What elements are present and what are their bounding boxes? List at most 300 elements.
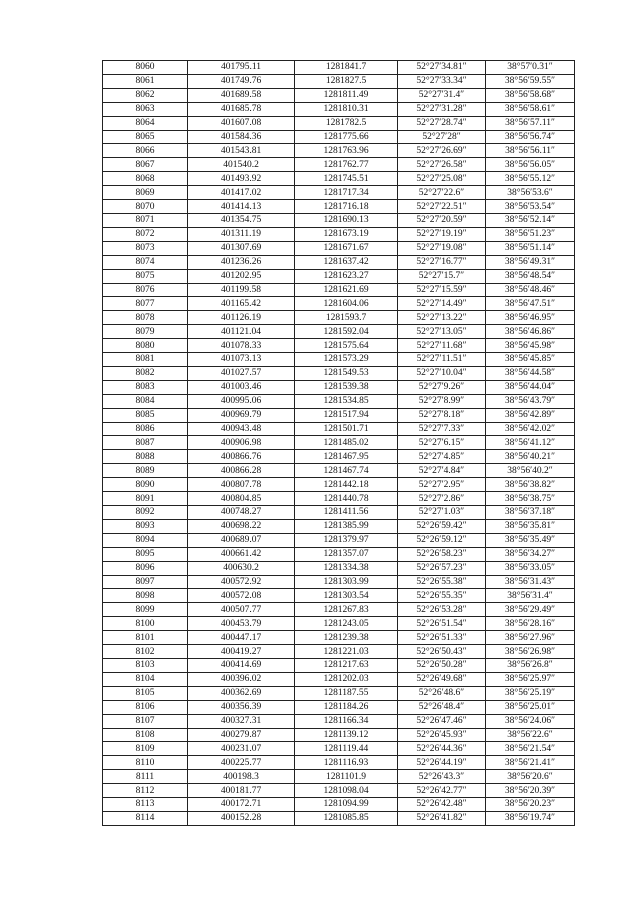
latitude-cell: 52°26′47.46″ — [398, 714, 486, 728]
point-number-cell: 8074 — [103, 255, 188, 269]
point-number-cell: 8061 — [103, 74, 188, 88]
table-row — [103, 116, 575, 130]
longitude-cell: 38°56′42.89″ — [486, 408, 575, 422]
x-coordinate-cell: 400152.28 — [188, 811, 295, 825]
longitude-cell: 38°56′44.04″ — [486, 380, 575, 394]
x-coordinate-cell: 401685.78 — [188, 102, 295, 116]
point-number-cell: 8107 — [103, 714, 188, 728]
longitude-cell: 38°56′35.49″ — [486, 533, 575, 547]
latitude-cell: 52°26′59.12″ — [398, 533, 486, 547]
y-coordinate-cell: 1281763.96 — [295, 144, 398, 158]
table-row — [103, 603, 575, 617]
y-coordinate-cell: 1281303.99 — [295, 575, 398, 589]
point-number-cell: 8073 — [103, 241, 188, 255]
x-coordinate-cell: 400661.42 — [188, 547, 295, 561]
y-coordinate-cell: 1281243.05 — [295, 617, 398, 631]
table-row — [103, 269, 575, 283]
table-row — [103, 450, 575, 464]
table-row — [103, 241, 575, 255]
y-coordinate-cell: 1281442.18 — [295, 478, 398, 492]
table-row — [103, 811, 575, 825]
x-coordinate-cell: 400225.77 — [188, 756, 295, 770]
y-coordinate-cell: 1281166.34 — [295, 714, 398, 728]
latitude-cell: 52°26′49.68″ — [398, 672, 486, 686]
latitude-cell: 52°26′45.93″ — [398, 728, 486, 742]
longitude-cell: 38°56′22.6″ — [486, 728, 575, 742]
latitude-cell: 52°27′19.19″ — [398, 227, 486, 241]
x-coordinate-cell: 401414.13 — [188, 200, 295, 214]
table-row — [103, 311, 575, 325]
y-coordinate-cell: 1281775.66 — [295, 130, 398, 144]
y-coordinate-cell: 1281573.29 — [295, 353, 398, 367]
y-coordinate-cell: 1281810.31 — [295, 102, 398, 116]
latitude-cell: 52°26′41.82″ — [398, 811, 486, 825]
point-number-cell: 8065 — [103, 130, 188, 144]
table-row — [103, 756, 575, 770]
latitude-cell: 52°27′4.84″ — [398, 464, 486, 478]
y-coordinate-cell: 1281379.97 — [295, 533, 398, 547]
x-coordinate-cell: 401584.36 — [188, 130, 295, 144]
latitude-cell: 52°27′26.69″ — [398, 144, 486, 158]
longitude-cell: 38°56′51.14″ — [486, 241, 575, 255]
y-coordinate-cell: 1281119.44 — [295, 742, 398, 756]
longitude-cell: 38°56′58.61″ — [486, 102, 575, 116]
point-number-cell: 8090 — [103, 478, 188, 492]
point-number-cell: 8089 — [103, 464, 188, 478]
longitude-cell: 38°56′45.98″ — [486, 339, 575, 353]
point-number-cell: 8081 — [103, 353, 188, 367]
latitude-cell: 52°27′2.86″ — [398, 492, 486, 506]
table-row — [103, 478, 575, 492]
table-row — [103, 742, 575, 756]
x-coordinate-cell: 401795.11 — [188, 61, 295, 75]
latitude-cell: 52°27′20.59″ — [398, 213, 486, 227]
point-number-cell: 8103 — [103, 658, 188, 672]
table-row — [103, 339, 575, 353]
point-number-cell: 8096 — [103, 561, 188, 575]
longitude-cell: 38°57′0.31″ — [486, 61, 575, 75]
latitude-cell: 52°26′51.33″ — [398, 631, 486, 645]
latitude-cell: 52°26′51.54″ — [398, 617, 486, 631]
point-number-cell: 8100 — [103, 617, 188, 631]
longitude-cell: 38°56′25.97″ — [486, 672, 575, 686]
x-coordinate-cell: 400362.69 — [188, 686, 295, 700]
point-number-cell: 8082 — [103, 366, 188, 380]
longitude-cell: 38°56′46.86″ — [486, 325, 575, 339]
x-coordinate-cell: 400231.07 — [188, 742, 295, 756]
latitude-cell: 52°27′11.68″ — [398, 339, 486, 353]
table-row — [103, 798, 575, 812]
x-coordinate-cell: 400698.22 — [188, 519, 295, 533]
y-coordinate-cell: 1281101.9 — [295, 770, 398, 784]
x-coordinate-cell: 401003.46 — [188, 380, 295, 394]
latitude-cell: 52°27′14.49″ — [398, 297, 486, 311]
table-row — [103, 213, 575, 227]
point-number-cell: 8060 — [103, 61, 188, 75]
x-coordinate-cell: 400748.27 — [188, 506, 295, 520]
table-row — [103, 492, 575, 506]
table-row — [103, 227, 575, 241]
longitude-cell: 38°56′53.54″ — [486, 200, 575, 214]
latitude-cell: 52°27′8.99″ — [398, 394, 486, 408]
latitude-cell: 52°26′53.28″ — [398, 603, 486, 617]
y-coordinate-cell: 1281717.34 — [295, 186, 398, 200]
latitude-cell: 52°27′7.33″ — [398, 422, 486, 436]
x-coordinate-cell: 401607.08 — [188, 116, 295, 130]
longitude-cell: 38°56′25.19″ — [486, 686, 575, 700]
latitude-cell: 52°26′55.35″ — [398, 589, 486, 603]
table-row — [103, 672, 575, 686]
y-coordinate-cell: 1281517.94 — [295, 408, 398, 422]
y-coordinate-cell: 1281385.99 — [295, 519, 398, 533]
longitude-cell: 38°56′49.31″ — [486, 255, 575, 269]
longitude-cell: 38°56′35.81″ — [486, 519, 575, 533]
point-number-cell: 8087 — [103, 436, 188, 450]
longitude-cell: 38°56′40.2″ — [486, 464, 575, 478]
longitude-cell: 38°56′44.58″ — [486, 366, 575, 380]
x-coordinate-cell: 401307.69 — [188, 241, 295, 255]
latitude-cell: 52°26′42.77″ — [398, 784, 486, 798]
latitude-cell: 52°27′34.81″ — [398, 61, 486, 75]
latitude-cell: 52°27′25.08″ — [398, 172, 486, 186]
longitude-cell: 38°56′34.27″ — [486, 547, 575, 561]
x-coordinate-cell: 401311.19 — [188, 227, 295, 241]
x-coordinate-cell: 401165.42 — [188, 297, 295, 311]
y-coordinate-cell: 1281534.85 — [295, 394, 398, 408]
y-coordinate-cell: 1281187.55 — [295, 686, 398, 700]
y-coordinate-cell: 1281549.53 — [295, 366, 398, 380]
table-row — [103, 770, 575, 784]
point-number-cell: 8113 — [103, 798, 188, 812]
longitude-cell: 38°56′53.6″ — [486, 186, 575, 200]
x-coordinate-cell: 401543.81 — [188, 144, 295, 158]
longitude-cell: 38°56′38.82″ — [486, 478, 575, 492]
latitude-cell: 52°27′22.6″ — [398, 186, 486, 200]
latitude-cell: 52°26′55.38″ — [398, 575, 486, 589]
x-coordinate-cell: 400414.69 — [188, 658, 295, 672]
point-number-cell: 8106 — [103, 700, 188, 714]
y-coordinate-cell: 1281782.5 — [295, 116, 398, 130]
point-number-cell: 8101 — [103, 631, 188, 645]
x-coordinate-cell: 400995.06 — [188, 394, 295, 408]
point-number-cell: 8086 — [103, 422, 188, 436]
latitude-cell: 52°26′59.42″ — [398, 519, 486, 533]
longitude-cell: 38°56′51.23″ — [486, 227, 575, 241]
table-row — [103, 255, 575, 269]
x-coordinate-cell: 400906.98 — [188, 436, 295, 450]
latitude-cell: 52°27′16.77″ — [398, 255, 486, 269]
latitude-cell: 52°27′13.22″ — [398, 311, 486, 325]
y-coordinate-cell: 1281673.19 — [295, 227, 398, 241]
y-coordinate-cell: 1281539.38 — [295, 380, 398, 394]
x-coordinate-cell: 400279.87 — [188, 728, 295, 742]
longitude-cell: 38°56′27.96″ — [486, 631, 575, 645]
point-number-cell: 8085 — [103, 408, 188, 422]
table-row — [103, 61, 575, 75]
latitude-cell: 52°27′8.18″ — [398, 408, 486, 422]
latitude-cell: 52°27′28.74″ — [398, 116, 486, 130]
x-coordinate-cell: 400356.39 — [188, 700, 295, 714]
x-coordinate-cell: 400172.71 — [188, 798, 295, 812]
x-coordinate-cell: 401749.76 — [188, 74, 295, 88]
point-number-cell: 8112 — [103, 784, 188, 798]
point-number-cell: 8076 — [103, 283, 188, 297]
point-number-cell: 8083 — [103, 380, 188, 394]
longitude-cell: 38°56′45.85″ — [486, 353, 575, 367]
y-coordinate-cell: 1281202.03 — [295, 672, 398, 686]
point-number-cell: 8095 — [103, 547, 188, 561]
x-coordinate-cell: 401354.75 — [188, 213, 295, 227]
table-row — [103, 172, 575, 186]
y-coordinate-cell: 1281593.7 — [295, 311, 398, 325]
point-number-cell: 8077 — [103, 297, 188, 311]
x-coordinate-cell: 400689.07 — [188, 533, 295, 547]
y-coordinate-cell: 1281116.93 — [295, 756, 398, 770]
y-coordinate-cell: 1281085.85 — [295, 811, 398, 825]
y-coordinate-cell: 1281745.51 — [295, 172, 398, 186]
longitude-cell: 38°56′48.46″ — [486, 283, 575, 297]
latitude-cell: 52°26′48.4″ — [398, 700, 486, 714]
point-number-cell: 8072 — [103, 227, 188, 241]
longitude-cell: 38°56′48.54″ — [486, 269, 575, 283]
longitude-cell: 38°56′33.05″ — [486, 561, 575, 575]
longitude-cell: 38°56′26.98″ — [486, 645, 575, 659]
point-number-cell: 8080 — [103, 339, 188, 353]
x-coordinate-cell: 400447.17 — [188, 631, 295, 645]
latitude-cell: 52°26′48.6″ — [398, 686, 486, 700]
longitude-cell: 38°56′56.05″ — [486, 158, 575, 172]
point-number-cell: 8091 — [103, 492, 188, 506]
latitude-cell: 52°26′44.36″ — [398, 742, 486, 756]
y-coordinate-cell: 1281841.7 — [295, 61, 398, 75]
longitude-cell: 38°56′19.74″ — [486, 811, 575, 825]
longitude-cell: 38°56′31.43″ — [486, 575, 575, 589]
y-coordinate-cell: 1281139.12 — [295, 728, 398, 742]
point-number-cell: 8098 — [103, 589, 188, 603]
longitude-cell: 38°56′59.55″ — [486, 74, 575, 88]
point-number-cell: 8093 — [103, 519, 188, 533]
longitude-cell: 38°56′28.16″ — [486, 617, 575, 631]
table-row — [103, 186, 575, 200]
table-row — [103, 700, 575, 714]
x-coordinate-cell: 400327.31 — [188, 714, 295, 728]
longitude-cell: 38°56′25.01″ — [486, 700, 575, 714]
table-row — [103, 575, 575, 589]
y-coordinate-cell: 1281716.18 — [295, 200, 398, 214]
point-number-cell: 8066 — [103, 144, 188, 158]
point-number-cell: 8069 — [103, 186, 188, 200]
latitude-cell: 52°27′1.03″ — [398, 506, 486, 520]
latitude-cell: 52°27′28″ — [398, 130, 486, 144]
table-row — [103, 130, 575, 144]
longitude-cell: 38°56′47.51″ — [486, 297, 575, 311]
y-coordinate-cell: 1281827.5 — [295, 74, 398, 88]
latitude-cell: 52°27′31.28″ — [398, 102, 486, 116]
table-row — [103, 686, 575, 700]
x-coordinate-cell: 400807.78 — [188, 478, 295, 492]
point-number-cell: 8094 — [103, 533, 188, 547]
y-coordinate-cell: 1281501.71 — [295, 422, 398, 436]
point-number-cell: 8063 — [103, 102, 188, 116]
table-row — [103, 366, 575, 380]
table-row — [103, 784, 575, 798]
x-coordinate-cell: 401236.26 — [188, 255, 295, 269]
table-row — [103, 436, 575, 450]
x-coordinate-cell: 400572.08 — [188, 589, 295, 603]
latitude-cell: 52°27′26.58″ — [398, 158, 486, 172]
latitude-cell: 52°27′6.15″ — [398, 436, 486, 450]
latitude-cell: 52°27′4.85″ — [398, 450, 486, 464]
x-coordinate-cell: 401202.95 — [188, 269, 295, 283]
y-coordinate-cell: 1281357.07 — [295, 547, 398, 561]
y-coordinate-cell: 1281762.77 — [295, 158, 398, 172]
longitude-cell: 38°56′20.23″ — [486, 798, 575, 812]
x-coordinate-cell: 401689.58 — [188, 88, 295, 102]
x-coordinate-cell: 400396.02 — [188, 672, 295, 686]
longitude-cell: 38°56′26.8″ — [486, 658, 575, 672]
y-coordinate-cell: 1281811.49 — [295, 88, 398, 102]
y-coordinate-cell: 1281671.67 — [295, 241, 398, 255]
point-number-cell: 8108 — [103, 728, 188, 742]
y-coordinate-cell: 1281485.02 — [295, 436, 398, 450]
latitude-cell: 52°27′22.51″ — [398, 200, 486, 214]
table-row — [103, 102, 575, 116]
longitude-cell: 38°56′21.41″ — [486, 756, 575, 770]
latitude-cell: 52°27′10.04″ — [398, 366, 486, 380]
table-row — [103, 408, 575, 422]
table-row — [103, 617, 575, 631]
latitude-cell: 52°27′19.08″ — [398, 241, 486, 255]
longitude-cell: 38°56′52.14″ — [486, 213, 575, 227]
table-row — [103, 464, 575, 478]
table-row — [103, 144, 575, 158]
x-coordinate-cell: 401417.02 — [188, 186, 295, 200]
table-row — [103, 200, 575, 214]
y-coordinate-cell: 1281217.63 — [295, 658, 398, 672]
longitude-cell: 38°56′37.18″ — [486, 506, 575, 520]
point-number-cell: 8088 — [103, 450, 188, 464]
y-coordinate-cell: 1281221.03 — [295, 645, 398, 659]
point-number-cell: 8078 — [103, 311, 188, 325]
y-coordinate-cell: 1281623.27 — [295, 269, 398, 283]
table-row — [103, 394, 575, 408]
point-number-cell: 8070 — [103, 200, 188, 214]
longitude-cell: 38°56′20.6″ — [486, 770, 575, 784]
latitude-cell: 52°27′33.34″ — [398, 74, 486, 88]
table-row — [103, 519, 575, 533]
y-coordinate-cell: 1281098.04 — [295, 784, 398, 798]
point-number-cell: 8064 — [103, 116, 188, 130]
x-coordinate-cell: 400630.2 — [188, 561, 295, 575]
longitude-cell: 38°56′31.4″ — [486, 589, 575, 603]
latitude-cell: 52°26′58.23″ — [398, 547, 486, 561]
table-row — [103, 714, 575, 728]
longitude-cell: 38°56′55.12″ — [486, 172, 575, 186]
longitude-cell: 38°56′41.12″ — [486, 436, 575, 450]
latitude-cell: 52°26′44.19″ — [398, 756, 486, 770]
point-number-cell: 8092 — [103, 506, 188, 520]
table-row — [103, 158, 575, 172]
x-coordinate-cell: 400419.27 — [188, 645, 295, 659]
latitude-cell: 52°27′15.7″ — [398, 269, 486, 283]
longitude-cell: 38°56′46.95″ — [486, 311, 575, 325]
x-coordinate-cell: 401078.33 — [188, 339, 295, 353]
latitude-cell: 52°26′42.48″ — [398, 798, 486, 812]
point-number-cell: 8075 — [103, 269, 188, 283]
x-coordinate-cell: 401121.04 — [188, 325, 295, 339]
x-coordinate-cell: 400572.92 — [188, 575, 295, 589]
table-row — [103, 353, 575, 367]
x-coordinate-cell: 400969.79 — [188, 408, 295, 422]
x-coordinate-cell: 401199.58 — [188, 283, 295, 297]
longitude-cell: 38°56′57.11″ — [486, 116, 575, 130]
x-coordinate-cell: 400198.3 — [188, 770, 295, 784]
latitude-cell: 52°27′9.26″ — [398, 380, 486, 394]
longitude-cell: 38°56′43.79″ — [486, 394, 575, 408]
latitude-cell: 52°26′43.3″ — [398, 770, 486, 784]
longitude-cell: 38°56′20.39″ — [486, 784, 575, 798]
y-coordinate-cell: 1281637.42 — [295, 255, 398, 269]
y-coordinate-cell: 1281239.38 — [295, 631, 398, 645]
longitude-cell: 38°56′58.68″ — [486, 88, 575, 102]
x-coordinate-cell: 401493.92 — [188, 172, 295, 186]
x-coordinate-cell: 401126.19 — [188, 311, 295, 325]
table-row — [103, 325, 575, 339]
x-coordinate-cell: 401073.13 — [188, 353, 295, 367]
longitude-cell: 38°56′56.74″ — [486, 130, 575, 144]
point-number-cell: 8111 — [103, 770, 188, 784]
latitude-cell: 52°26′50.28″ — [398, 658, 486, 672]
table-row — [103, 728, 575, 742]
table-row — [103, 631, 575, 645]
x-coordinate-cell: 400507.77 — [188, 603, 295, 617]
point-number-cell: 8062 — [103, 88, 188, 102]
table-row — [103, 74, 575, 88]
latitude-cell: 52°27′11.51″ — [398, 353, 486, 367]
y-coordinate-cell: 1281411.56 — [295, 506, 398, 520]
y-coordinate-cell: 1281592.04 — [295, 325, 398, 339]
y-coordinate-cell: 1281604.06 — [295, 297, 398, 311]
point-number-cell: 8079 — [103, 325, 188, 339]
point-number-cell: 8084 — [103, 394, 188, 408]
table-row — [103, 658, 575, 672]
x-coordinate-cell: 401027.57 — [188, 366, 295, 380]
table-row — [103, 297, 575, 311]
point-number-cell: 8105 — [103, 686, 188, 700]
longitude-cell: 38°56′56.11″ — [486, 144, 575, 158]
x-coordinate-cell: 400866.28 — [188, 464, 295, 478]
x-coordinate-cell: 400453.79 — [188, 617, 295, 631]
y-coordinate-cell: 1281467.74 — [295, 464, 398, 478]
longitude-cell: 38°56′38.75″ — [486, 492, 575, 506]
point-number-cell: 8097 — [103, 575, 188, 589]
point-number-cell: 8102 — [103, 645, 188, 659]
table-row — [103, 283, 575, 297]
point-number-cell: 8109 — [103, 742, 188, 756]
latitude-cell: 52°27′2.95″ — [398, 478, 486, 492]
point-number-cell: 8110 — [103, 756, 188, 770]
table-row — [103, 88, 575, 102]
coordinates-table — [102, 60, 575, 826]
point-number-cell: 8071 — [103, 213, 188, 227]
longitude-cell: 38°56′40.21″ — [486, 450, 575, 464]
y-coordinate-cell: 1281575.64 — [295, 339, 398, 353]
y-coordinate-cell: 1281467.95 — [295, 450, 398, 464]
y-coordinate-cell: 1281440.78 — [295, 492, 398, 506]
y-coordinate-cell: 1281690.13 — [295, 213, 398, 227]
point-number-cell: 8114 — [103, 811, 188, 825]
y-coordinate-cell: 1281303.54 — [295, 589, 398, 603]
